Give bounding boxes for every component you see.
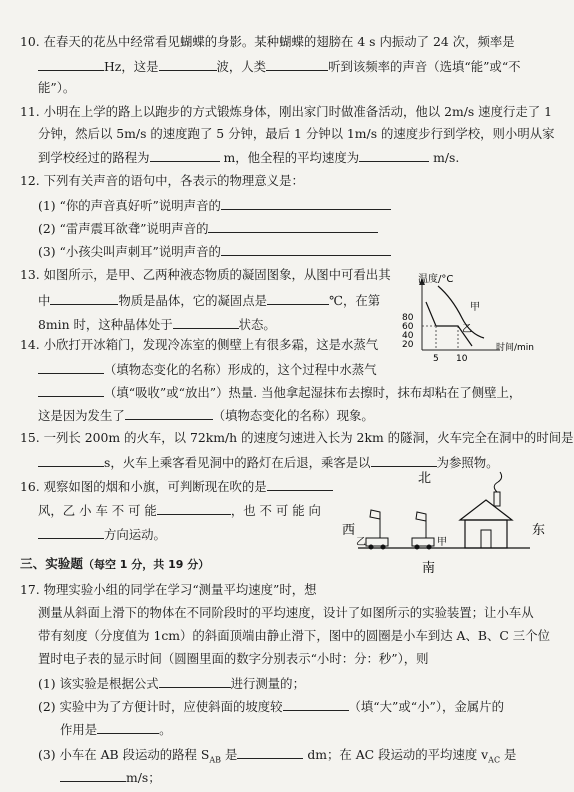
- compass-east: 东: [532, 523, 546, 538]
- graph-xtick: 10: [456, 354, 468, 364]
- q17-sub3: (3) 小车在 AB 段运动的路程 $S_{AB}$ 是 dm；在 AC 段运动的平均速度 $v_{AC}$ 是: [38, 747, 517, 765]
- answer-blank[interactable]: [38, 58, 104, 71]
- answer-blank[interactable]: [267, 292, 329, 305]
- answer-blank[interactable]: [38, 384, 104, 397]
- q11-line3: 到学校经过的路程为 m，他全程的平均速度为 m/s.: [38, 150, 460, 165]
- q11-line2: 分钟，然后以 5m/s 的速度跑了 5 分钟，最后 1 分钟以 1m/s 的速度步行到学校，则小明从家: [38, 126, 555, 141]
- answer-blank[interactable]: [50, 292, 118, 305]
- car-yi-wheel: [369, 545, 374, 550]
- q12-item2: (2) “雷声震耳欲聋”说明声音的: [38, 220, 378, 237]
- car-yi-body: [366, 538, 388, 546]
- q10-line2: Hz，这是 波，人类 听到该频率的声音（选填“能”或“不: [38, 58, 521, 75]
- solidification-graph: [400, 268, 540, 364]
- q16-line2: 风，乙 小 车 不 可 能 ，也 不 可 能 向: [38, 503, 321, 518]
- q17-line3: 带有刻度（分度值为 1cm）的斜面顶端由静止滑下，图中的圆圈是小车到达 A、B、C 三个位: [38, 628, 550, 643]
- car-jia-flag: [416, 512, 426, 521]
- answer-blank[interactable]: [267, 478, 333, 491]
- q11-line1: 11. 小明在上学的路上以跑步的方式锻炼身体，刚出家门时做准备活动，他以 2m/s 速度行走了 1: [20, 104, 552, 119]
- graph-ytick: 20: [402, 340, 414, 350]
- q17-line2: 测量从斜面上滑下的物体在不同阶段时的平均速度，设计了如图所示的实验装置；让小车从: [38, 605, 534, 620]
- q17-sub3-cont: m/s；: [60, 769, 161, 786]
- answer-blank[interactable]: [173, 316, 239, 329]
- q15-line1: 15. 一列长 200m 的火车，以 72km/h 的速度匀速进入长为 2km 的隧洞，火车完全在洞中的时间是: [20, 430, 574, 445]
- answer-blank[interactable]: [157, 502, 231, 515]
- graph-ylabel: 温度/°C: [418, 274, 454, 285]
- q14-line4: 这是因为发生了 （填物态变化的名称）现象。: [38, 408, 374, 423]
- car-jia-body: [412, 538, 434, 546]
- q14-line3: （填“吸收”或“放出”）热量. 当他拿起湿抹布去擦时，抹布却粘在了侧壁上，: [38, 384, 521, 401]
- answer-blank[interactable]: [237, 746, 303, 759]
- answer-blank[interactable]: [359, 149, 429, 162]
- answer-blank[interactable]: [38, 526, 104, 539]
- answer-blank[interactable]: [97, 721, 159, 734]
- q17-sub1: (1) 该实验是根据公式 进行测量的；: [38, 676, 305, 691]
- answer-blank[interactable]: [221, 197, 391, 210]
- house-door: [481, 530, 491, 548]
- answer-blank[interactable]: [283, 698, 349, 711]
- car-yi-wheel: [381, 545, 386, 550]
- graph-ytick: 40: [402, 331, 414, 341]
- house-roof: [460, 500, 512, 520]
- q14-line1: 14. 小欣打开冰箱门，发现冷冻室的侧壁上有很多霜，这是水蒸气: [20, 337, 379, 352]
- q12-line1: 12. 下列有关声音的语句中，各表示的物理意义是：: [20, 173, 304, 188]
- answer-blank[interactable]: [208, 220, 378, 233]
- q13-line3: 8min 时，这种晶体处于 状态。: [38, 317, 276, 332]
- label-jia: 甲: [470, 302, 480, 313]
- graph-ytick: 80: [402, 313, 414, 323]
- graph-xtick: 5: [433, 354, 439, 364]
- car-yi-flag: [370, 510, 380, 519]
- answer-blank[interactable]: [159, 675, 231, 688]
- answer-blank[interactable]: [266, 58, 328, 71]
- answer-blank[interactable]: [371, 454, 437, 467]
- car-yi-label: 乙: [356, 537, 366, 548]
- answer-blank[interactable]: [221, 243, 391, 256]
- q16-line1: 16. 观察如图的烟和小旗，可判断现在吹的是: [20, 478, 333, 495]
- section-title: 三、实验题（每空 1 分，共 19 分）: [20, 556, 210, 571]
- q13-line1: 13. 如图所示，是甲、乙两种液态物质的凝固图象，从图中可看出其: [20, 267, 391, 282]
- label-yi: 乙: [462, 324, 472, 335]
- answer-blank[interactable]: [159, 58, 217, 71]
- answer-blank[interactable]: [38, 454, 104, 467]
- compass-west: 西: [342, 523, 356, 538]
- graph-xlabel: 时间/min: [496, 343, 535, 353]
- car-jia-wheel: [427, 545, 432, 550]
- q17-sub2-cont: 作用是 。: [60, 722, 172, 737]
- q12-item3: (3) “小孩尖叫声刺耳”说明声音的: [38, 243, 391, 260]
- q15-line2: s，火车上乘客看见洞中的路灯在后退，乘客是以 为参照物。: [38, 454, 499, 471]
- car-jia-wheel: [415, 545, 420, 550]
- q10-line1: 10. 在春天的花丛中经常看见蝴蝶的身影。某种蝴蝶的翅膀在 4 s 内振动了 24 次，频率是: [20, 34, 515, 49]
- q13-line2: 中 物质是晶体，它的凝固点是 ℃，在第: [38, 293, 381, 308]
- house-wall: [465, 520, 507, 548]
- q17-sub2: (2) 实验中为了方便计时，应使斜面的坡度较 （填“大”或“小”），金属片的: [38, 699, 504, 714]
- q12-item1: (1) “你的声音真好听”说明声音的: [38, 197, 391, 214]
- q14-line2: （填物态变化的名称）形成的，这个过程中水蒸气: [38, 361, 377, 378]
- chimney-smoke: [494, 472, 501, 492]
- q17-line4: 置时电子表的显示时间（圆圈里面的数字分别表示“小时：分：秒”），则: [38, 651, 429, 666]
- q10-line3: 能”）。: [38, 80, 76, 95]
- compass-south: 南: [422, 561, 436, 576]
- car-jia-label: 甲: [437, 537, 447, 548]
- q17-line1: 17. 物理实验小组的同学在学习“测量平均速度”时，想: [20, 582, 317, 597]
- wind-figure: [340, 470, 550, 574]
- q16-line3: 方向运动。: [38, 526, 166, 543]
- answer-blank[interactable]: [38, 361, 104, 374]
- answer-blank[interactable]: [60, 769, 126, 782]
- answer-blank[interactable]: [125, 407, 213, 420]
- compass-north: 北: [418, 471, 432, 486]
- graph-ytick: 60: [402, 322, 414, 332]
- house-chimney: [494, 492, 500, 506]
- answer-blank[interactable]: [150, 149, 220, 162]
